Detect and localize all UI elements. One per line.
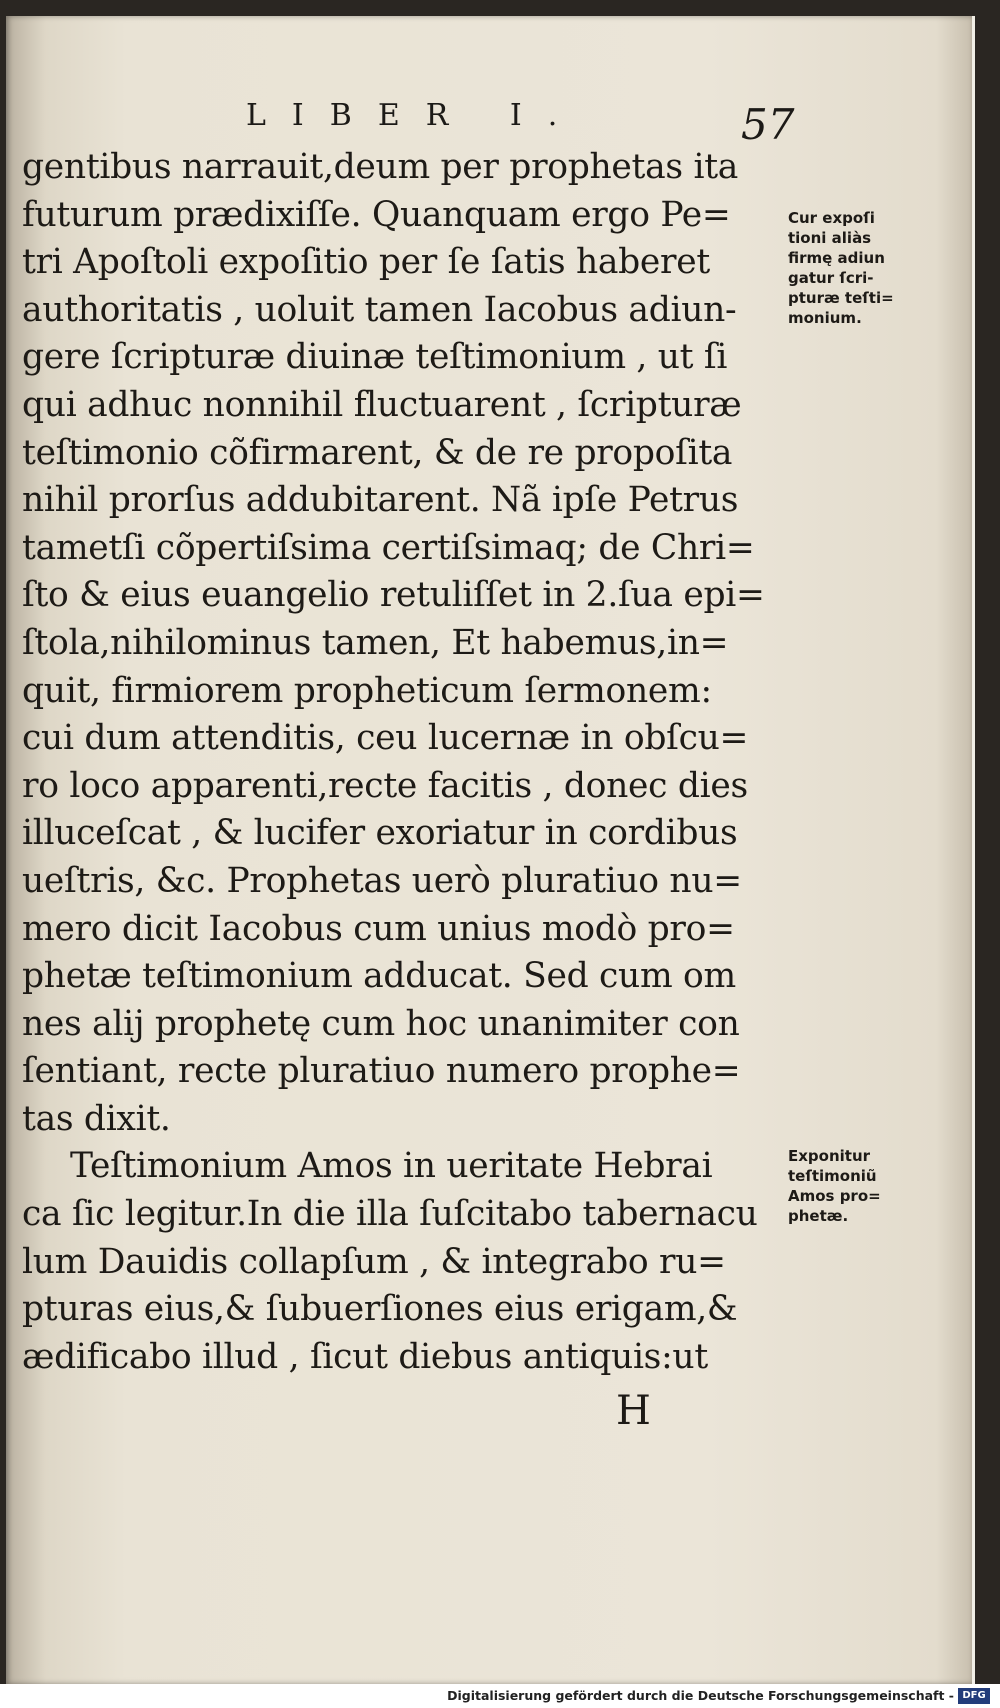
dfg-logo: DFG bbox=[958, 1688, 990, 1704]
text-line: gere ſcripturæ diuinæ teſtimonium , ut ſi bbox=[22, 337, 728, 378]
marginal-note-line: monium. bbox=[788, 309, 862, 327]
marginal-note-line: Amos pro= bbox=[788, 1187, 881, 1205]
marginal-note-line: pturæ teſti= bbox=[788, 289, 894, 307]
running-title: LIBER I. bbox=[246, 98, 584, 133]
marginal-note-line: gatur ſcri- bbox=[788, 269, 874, 287]
body-text bbox=[22, 144, 790, 1381]
marginal-note-line: firmę adiun bbox=[788, 249, 885, 267]
marginal-note bbox=[788, 208, 938, 328]
footer-bar bbox=[0, 1684, 1000, 1708]
marginal-note-line: tioni aliàs bbox=[788, 229, 872, 247]
text-line: nes alij prophetę cum hoc unanimiter con bbox=[22, 1003, 740, 1044]
text-line: ro loco apparenti,recte facitis , donec dies bbox=[22, 765, 748, 806]
text-line: cui dum attenditis, ceu lucernæ in obſcu= bbox=[22, 718, 749, 759]
running-head bbox=[6, 86, 972, 149]
text-line: pturas eius,& ſubuerſiones eius erigam,& bbox=[22, 1289, 738, 1330]
marginal-note-line: teſtimoniũ bbox=[788, 1167, 877, 1185]
text-line: authoritatis , uoluit tamen Iacobus adiun- bbox=[22, 289, 737, 330]
text-line: tas dixit. bbox=[22, 1098, 171, 1139]
text-line: nihil prorſus addubitarent. Nã ipſe Petrus bbox=[22, 480, 739, 521]
text-line: teſtimonio cõfirmarent, & de re propoſita bbox=[22, 432, 733, 473]
marginal-note-line: Exponitur bbox=[788, 1147, 871, 1165]
text-line: ſto & eius euangelio retuliſſet in 2.ſua epi= bbox=[22, 575, 765, 616]
text-line: lum Dauidis collapſum , & integrabo ru= bbox=[22, 1241, 726, 1282]
text-line: futurum prædixiſſe. Quanquam ergo Pe= bbox=[22, 194, 731, 235]
paragraph-start-line: Teſtimonium Amos in ueritate Hebrai bbox=[70, 1146, 713, 1187]
page-number: 57 bbox=[741, 100, 795, 149]
text-line: ſtola,nihilominus tamen, Et habemus,in= bbox=[22, 622, 729, 663]
marginal-note-line: Cur expoſi bbox=[788, 209, 875, 227]
text-line: ueſtris, &c. Prophetas uerò pluratiuo nu= bbox=[22, 860, 742, 901]
text-line: tri Apoſtoli expoſitio per ſe ſatis haberet bbox=[22, 242, 710, 283]
text-line: mero dicit Iacobus cum unius modò pro= bbox=[22, 908, 735, 949]
text-line: ædificabo illud , ſicut diebus antiquis:ut bbox=[22, 1336, 708, 1377]
text-line: tametſi cõpertiſsima certiſsimaq; de Chri= bbox=[22, 527, 755, 568]
text-line: gentibus narrauit,deum per prophetas ita bbox=[22, 147, 739, 187]
text-line: qui adhuc nonnihil fluctuarent , ſcripturæ bbox=[22, 384, 742, 425]
marginal-note bbox=[788, 1146, 938, 1226]
catchword: H bbox=[616, 1388, 651, 1434]
text-line: ca ſic legitur.In die illa ſuſcitabo tabernacu bbox=[22, 1194, 758, 1235]
text-line: ſentiant, recte pluratiuo numero prophe= bbox=[22, 1051, 741, 1092]
text-line: phetæ teſtimonium adducat. Sed cum om bbox=[22, 956, 736, 997]
funding-credit: Digitalisierung gefördert durch die Deutsche Forschungsgemeinschaft - bbox=[447, 1688, 954, 1703]
marginal-note-line: phetæ. bbox=[788, 1207, 849, 1225]
text-line: quit, firmiorem propheticum ſermonem: bbox=[22, 670, 712, 711]
book-page bbox=[6, 16, 975, 1684]
text-line: illuceſcat , & lucifer exoriatur in cordibus bbox=[22, 813, 738, 854]
